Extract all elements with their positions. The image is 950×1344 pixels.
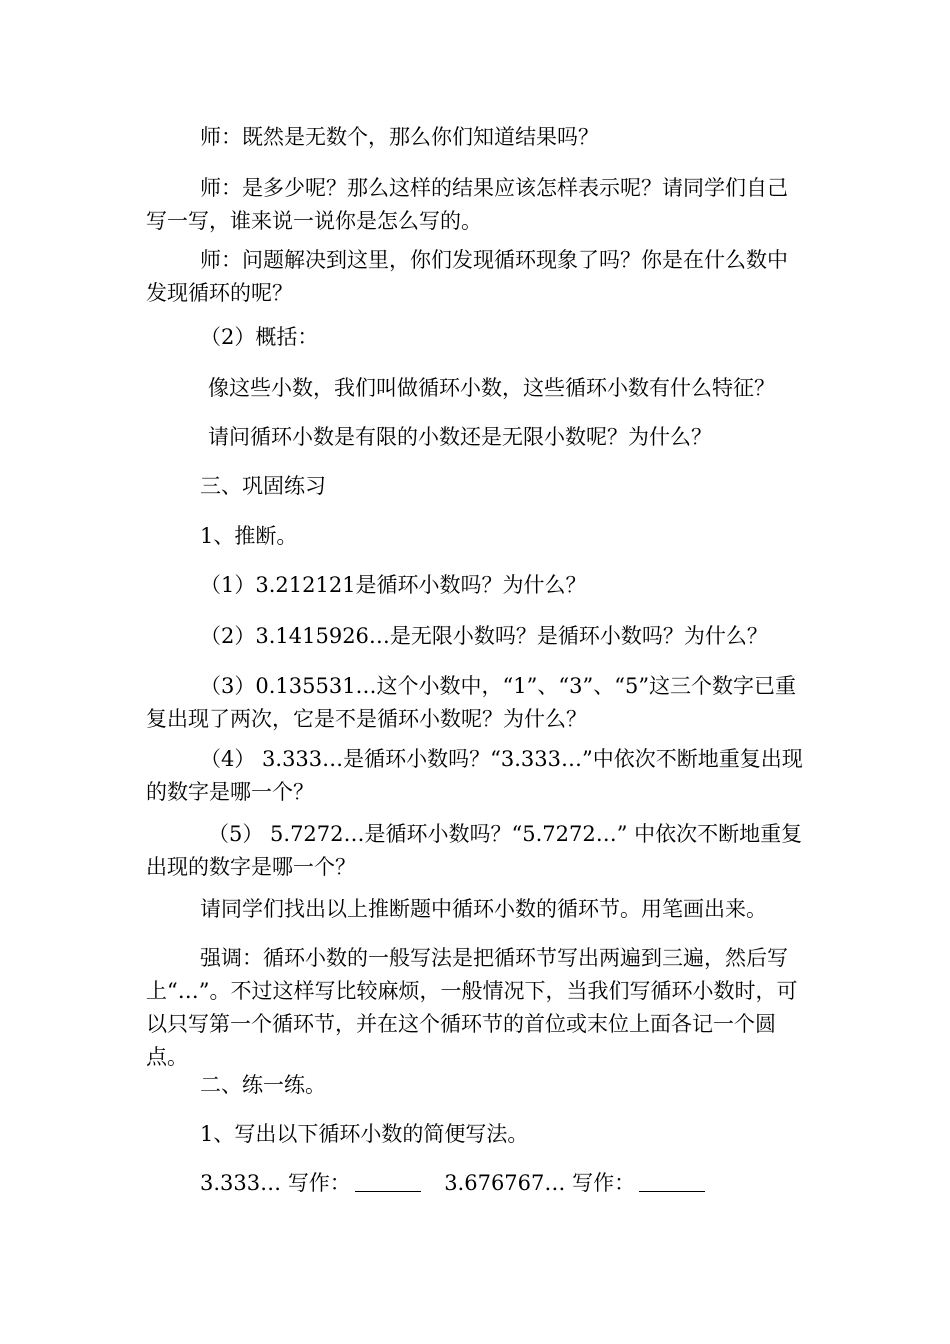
paragraph-summary-2: 请问循环小数是有限的小数还是无限小数呢？为什么？ [208,425,712,449]
exercise-answer-line [146,1167,806,1200]
exercise-item-1-label: 写作： [287,1171,351,1195]
exercise-item-1-blank[interactable] [355,1169,421,1192]
exercise-item-2-blank[interactable] [639,1169,705,1192]
exercise-item-2-number: 3.676767… [444,1171,566,1195]
paragraph-find-repetend: 请同学们找出以上推断题中循环小数的循环节。用笔画出来。 [200,897,767,921]
paragraph-teacher-question-3: 师：问题解决到这里，你们发现循环现象了吗？你是在什么数中发现循环的呢？ [146,248,788,305]
question-5: （5） 5.7272…是循环小数吗？“5.7272…” 中依次不断地重复出现的数字是哪一个？ [146,822,803,879]
question-2: （2）3.1415926…是无限小数吗？是循环小数吗？为什么？ [200,624,768,648]
paragraph-summary-1: 像这些小数，我们叫做循环小数，这些循环小数有什么特征？ [208,376,775,400]
exercise-item-2-label: 写作： [572,1171,636,1195]
paragraph-judgement-title: 1、推断。 [200,524,298,548]
section-heading-exercise: 二、练一练。 [200,1073,326,1097]
paragraph-summary-heading: （2）概括： [200,325,319,349]
question-1: （1）3.212121是循环小数吗？为什么？ [200,573,587,597]
section-heading-practice: 三、巩固练习 [200,474,326,498]
question-4: （4） 3.333…是循环小数吗？“3.333…”中依次不断地重复出现的数字是哪一个？ [146,747,803,804]
question-3: （3）0.135531…这个小数中，“1”、“3”、“5”这三个数字已重复出现了两次，它是不是循环小数呢？为什么？ [146,674,797,731]
paragraph-teacher-question-2: 师：是多少呢？那么这样的结果应该怎样表示呢？请同学们自己写一写，谁来说一说你是怎么写的。 [146,176,788,233]
paragraph-exercise-instruction: 1、写出以下循环小数的简便写法。 [200,1122,529,1146]
paragraph-teacher-question-1: 师：既然是无数个，那么你们知道结果吗？ [200,125,599,149]
exercise-item-1-number: 3.333… [200,1171,282,1195]
paragraph-emphasis: 强调：循环小数的一般写法是把循环节写出两遍到三遍，然后写上“…”。不过这样写比较麻烦，一般情况下，当我们写循环小数时，可以只写第一个循环节，并在这个循环节的首位或末位上面各记一个圆点。 [146,946,798,1069]
